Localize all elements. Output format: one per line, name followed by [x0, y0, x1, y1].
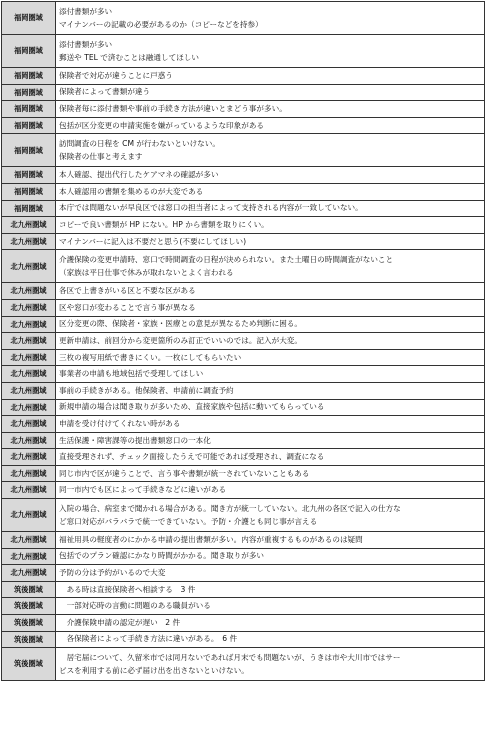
comment-cell	[56, 250, 485, 283]
table-body	[2, 2, 485, 681]
comment-cell	[56, 465, 485, 482]
comment-line: コピーで良い書類が HP にない。HP から書類を取りにくい。	[59, 219, 269, 229]
comment-line: 福祉用具の軽度者のにかかる申請の提出書類が多い。内容が重複するものがあるのは疑問	[59, 534, 363, 544]
region-cell: 北九州圏域	[2, 548, 56, 565]
table-row	[2, 631, 485, 648]
region-cell: 北九州圏域	[2, 432, 56, 449]
region-cell: 福岡圏域	[2, 200, 56, 217]
table-row	[2, 581, 485, 598]
comment-line: 訪問調査の日程を CM が行わないといけない。	[59, 138, 220, 148]
region-cell: 北九州圏域	[2, 217, 56, 234]
comment-line: 各保険者によって手続き方法に違いがある。 6 件	[59, 634, 238, 644]
comment-line: 本人確認用の書類を集めるのが大変である	[59, 186, 204, 196]
comment-line: 申請を受け付けてくれない時がある	[59, 418, 181, 428]
comment-line: 更新申請は、前回分から変更箇所のみ訂正でいいのでは。記入が大変。	[59, 335, 302, 345]
region-cell: 北九州圏域	[2, 382, 56, 399]
comment-line: 新規申請の場合は聞き取りが多いため、直接家族や包括に動いてもらっている	[59, 402, 325, 412]
table-row	[2, 101, 485, 118]
region-cell: 北九州圏域	[2, 399, 56, 416]
table-row	[2, 84, 485, 101]
comment-cell	[56, 316, 485, 333]
region-cell: 福岡圏域	[2, 68, 56, 85]
region-cell: 北九州圏域	[2, 565, 56, 582]
survey-table	[1, 1, 485, 681]
comment-cell	[56, 2, 485, 35]
comment-cell	[56, 200, 485, 217]
table-row	[2, 648, 485, 681]
table-row	[2, 35, 485, 68]
comment-cell	[56, 134, 485, 167]
comment-cell	[56, 233, 485, 250]
comment-cell	[56, 349, 485, 366]
region-cell: 北九州圏域	[2, 316, 56, 333]
comment-line: ビスを利用する前に必ず届け出を出さないといけない。	[59, 665, 249, 675]
region-cell: 北九州圏域	[2, 299, 56, 316]
comment-cell	[56, 532, 485, 549]
comment-line: 事前の手続きがある。他保険者、申請前に調査予約	[59, 385, 234, 395]
comment-line: 三枚の複写用紙で書きにくい。一枚にしてもらいたい	[59, 352, 242, 362]
comment-line: 同じ市内で区が違うことで、言う事や書類が統一されていないこともある	[59, 468, 310, 478]
comment-cell	[56, 648, 485, 681]
comment-cell	[56, 581, 485, 598]
comment-line: 一部対応時の言動に問題のある職員がいる	[59, 601, 211, 611]
table-row	[2, 349, 485, 366]
table-row	[2, 233, 485, 250]
comment-line: 郵送や TEL で済むことは融通してほしい	[59, 52, 199, 62]
comment-cell	[56, 598, 485, 615]
comment-cell	[56, 68, 485, 85]
comment-line: マイナンバーの記載の必要があるのか（コピーなどを持参）	[59, 19, 263, 29]
comment-cell	[56, 615, 485, 632]
comment-line: 区や窓口が変わることで言う事が異なる	[59, 302, 196, 312]
comment-line: 各区で上書きがいる区と不要な区がある	[59, 286, 196, 296]
comment-line: 事業者の申請も地域包括で受理してほしい	[59, 369, 204, 379]
region-cell: 福岡圏域	[2, 101, 56, 118]
region-cell: 北九州圏域	[2, 250, 56, 283]
comment-cell	[56, 84, 485, 101]
comment-cell	[56, 432, 485, 449]
table-row	[2, 399, 485, 416]
region-cell: 福岡圏域	[2, 35, 56, 68]
comment-line: 添付書類が多い	[59, 39, 113, 49]
comment-cell	[56, 117, 485, 134]
comment-cell	[56, 482, 485, 499]
comment-cell	[56, 299, 485, 316]
comment-cell	[56, 399, 485, 416]
comment-cell	[56, 499, 485, 532]
region-cell: 福岡圏域	[2, 134, 56, 167]
region-cell: 北九州圏域	[2, 349, 56, 366]
table-row	[2, 482, 485, 499]
region-cell: 北九州圏域	[2, 416, 56, 433]
region-cell: 筑後圏域	[2, 631, 56, 648]
region-cell: 筑後圏域	[2, 598, 56, 615]
comment-cell	[56, 449, 485, 466]
table-row	[2, 117, 485, 134]
comment-line: 添付書類が多い	[59, 6, 113, 16]
table-row	[2, 200, 485, 217]
comment-line: 介護保険の変更申請時、窓口で時間調査の日程が決められない。また土曜日の時間調査がないこと	[59, 254, 394, 264]
region-cell: 北九州圏域	[2, 465, 56, 482]
comment-line: 包括でのプラン確認にかなり時間がかかる。聞き取りが多い	[59, 551, 265, 561]
table-row	[2, 548, 485, 565]
region-cell: 北九州圏域	[2, 233, 56, 250]
table-row	[2, 565, 485, 582]
table-row	[2, 366, 485, 383]
comment-cell	[56, 565, 485, 582]
region-cell: 福岡圏域	[2, 167, 56, 184]
comment-line: 同一市内でも区によって手続きなどに違いがある	[59, 485, 227, 495]
comment-line: 保険者によって書類が違う	[59, 87, 151, 97]
table-row	[2, 217, 485, 234]
region-cell: 筑後圏域	[2, 581, 56, 598]
region-cell: 北九州圏域	[2, 449, 56, 466]
comment-line: 保険者の仕事と考えます	[59, 151, 143, 161]
comment-cell	[56, 366, 485, 383]
comment-cell	[56, 35, 485, 68]
comment-cell	[56, 631, 485, 648]
table-row	[2, 449, 485, 466]
comment-cell	[56, 548, 485, 565]
table-row	[2, 432, 485, 449]
comment-cell	[56, 167, 485, 184]
region-cell: 北九州圏域	[2, 283, 56, 300]
table-row	[2, 316, 485, 333]
comment-line: 包括が区分変更の申請実施を嫌がっているような印象がある	[59, 120, 265, 130]
comment-cell	[56, 416, 485, 433]
comment-line: 生活保護・障害課等の提出書類窓口の一本化	[59, 435, 211, 445]
table-row	[2, 68, 485, 85]
comment-cell	[56, 101, 485, 118]
comment-line: 保険者毎に添付書類や事前の手続き方法が違いとまどう事が多い。	[59, 104, 287, 113]
comment-line: ど窓口対応がバラバラで統一できていない。予防・介護とも同じ事が言える	[59, 516, 318, 526]
comment-cell	[56, 382, 485, 399]
region-cell: 筑後圏域	[2, 615, 56, 632]
comment-line: 本人確認、提出代行したケアマネの確認が多い	[59, 170, 219, 180]
comment-cell	[56, 333, 485, 350]
table-row	[2, 382, 485, 399]
region-cell: 福岡圏域	[2, 183, 56, 200]
table-row	[2, 532, 485, 549]
table-row	[2, 183, 485, 200]
comment-line: （家族は平日仕事で休みが取れないとよく言われる	[59, 267, 234, 277]
comment-line: 居宅届について、久留米市では同月ないであれば月末でも問題ないが、うきは市や大川市ではサー	[59, 652, 401, 662]
region-cell: 北九州圏域	[2, 482, 56, 499]
table-row	[2, 333, 485, 350]
table-row	[2, 2, 485, 35]
region-cell: 北九州圏域	[2, 333, 56, 350]
table-row	[2, 615, 485, 632]
comment-cell	[56, 183, 485, 200]
comment-line: 予防の分は予約がいるので大変	[59, 568, 166, 578]
comment-line: 区分変更の際、保険者・家族・医療との意見が異なるため判断に困る。	[59, 319, 302, 329]
table-row	[2, 465, 485, 482]
region-cell: 筑後圏域	[2, 648, 56, 681]
table-row	[2, 299, 485, 316]
comment-cell	[56, 217, 485, 234]
table-row	[2, 416, 485, 433]
comment-line: 本庁では問題ないが早良区では窓口の担当者によって支持される内容が一致していない。	[59, 203, 363, 213]
region-cell: 福岡圏域	[2, 84, 56, 101]
table-row	[2, 250, 485, 283]
comment-line: マイナンバーに記入は不要だと思う(不要にしてほしい)	[59, 236, 247, 246]
region-cell: 福岡圏域	[2, 117, 56, 134]
comment-line: 直接受理されず、チェック面接したうえで可能であれば受理され、調査になる	[59, 452, 325, 462]
comment-cell	[56, 283, 485, 300]
region-cell: 北九州圏域	[2, 366, 56, 383]
comment-line: 入院の場合、病室まで聞かれる場合がある。聞き方が統一していない。北九州の各区で記入の仕方な	[59, 503, 401, 513]
table-row	[2, 283, 485, 300]
table-row	[2, 598, 485, 615]
table-row	[2, 134, 485, 167]
region-cell: 北九州圏域	[2, 532, 56, 549]
comment-line: 介護保険申請の認定が遅い 2 件	[59, 617, 181, 627]
comment-line: 保険者で対応が違うことに戸惑う	[59, 70, 173, 80]
region-cell: 北九州圏域	[2, 499, 56, 532]
region-cell: 福岡圏域	[2, 2, 56, 35]
table-row	[2, 499, 485, 532]
comment-line: ある時は直接保険者へ相談する 3 件	[59, 584, 196, 594]
table-row	[2, 167, 485, 184]
